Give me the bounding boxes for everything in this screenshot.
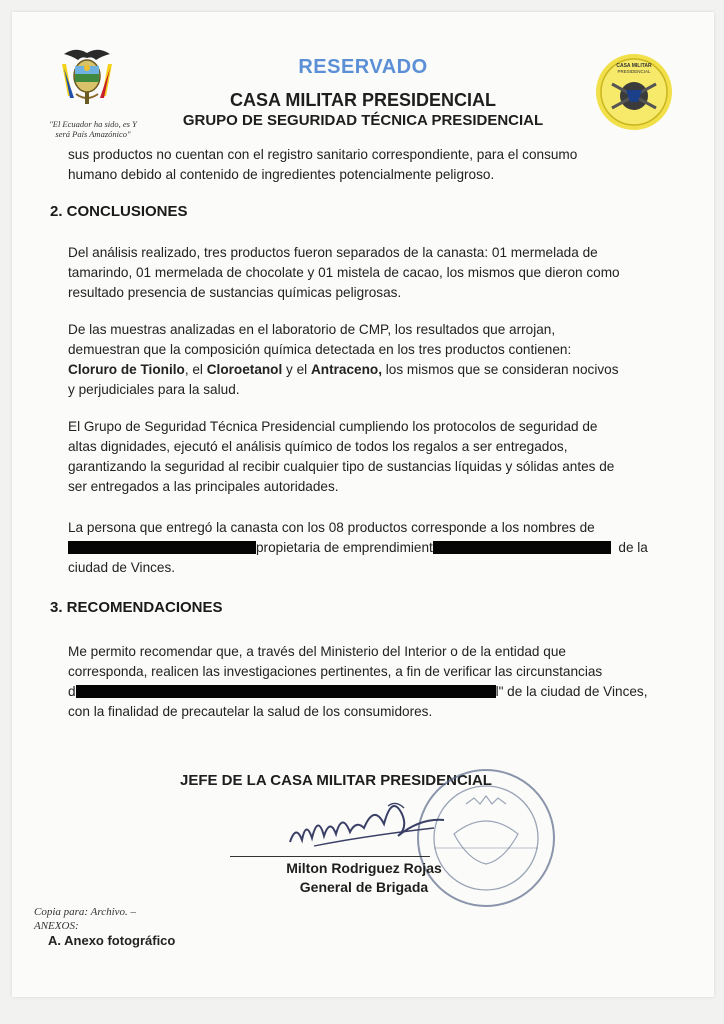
text-line: tamarindo, 01 mermelada de chocolate y 01 mistela de cacao, los mismos que dieron como: [68, 265, 620, 280]
conclusiones-paragraph-3: [68, 417, 674, 497]
text-line: resultado presencia de sustancias químicas peligrosas.: [68, 285, 402, 300]
text-line: y perjudiciales para la salud.: [68, 382, 240, 397]
section-heading-recomendaciones: 3. RECOMENDACIONES: [50, 599, 223, 616]
motto-line-2: será País Amazónico": [55, 129, 131, 139]
text-line: garantizando la seguridad al recibir cualquier tipo de sustancias líquidas y sólidas antes de: [68, 459, 615, 474]
redaction-bar: [68, 541, 256, 554]
section-heading-conclusiones: 2. CONCLUSIONES: [50, 203, 188, 220]
copy-distribution: [34, 905, 136, 933]
text-line: humano debido al contenido de ingredientes potencialmente peligroso.: [68, 167, 495, 182]
text-line: ciudad de Vinces.: [68, 560, 176, 575]
annex-item: A. Anexo fotográfico: [48, 933, 176, 948]
text-line: Del análisis realizado, tres productos fueron separados de la canasta: 01 mermelada de: [68, 245, 598, 260]
text-line: Me permito recomendar que, a través del Ministerio del Interior o de la entidad que: [68, 644, 566, 659]
institution-subtitle: GRUPO DE SEGURIDAD TÉCNICA PRESIDENCIAL: [182, 112, 544, 129]
text-span: d: [68, 684, 76, 699]
signatory-name: Milton Rodriguez Rojas: [286, 860, 442, 876]
motto-line-1: "El Ecuador ha sido, es Y: [49, 119, 137, 129]
classification-label: RESERVADO: [298, 56, 428, 78]
intro-paragraph: [68, 145, 674, 185]
document-page: [12, 12, 714, 997]
conclusiones-paragraph-2: [68, 320, 674, 400]
text-span: los mismos que se consideran nocivos: [382, 362, 619, 377]
signatory-rank: General de Brigada: [299, 879, 429, 895]
text-line: demuestran que la composición química detectada en los tres productos contienen:: [68, 342, 572, 357]
text-line: con la finalidad de precautelar la salud de los consumidores.: [68, 704, 433, 719]
signatory-role: JEFE DE LA CASA MILITAR PRESIDENCIAL: [180, 772, 492, 789]
text-span: de la: [618, 540, 648, 555]
redaction-bar: [433, 541, 611, 554]
svg-text:PRESIDENCIAL: PRESIDENCIAL: [617, 69, 651, 74]
text-line: ser entregados a las principales autoridades.: [68, 479, 339, 494]
text-line: sus productos no cuentan con el registro sanitario correspondiente, para el consumo: [68, 147, 578, 162]
institution-title: CASA MILITAR PRESIDENCIAL: [229, 90, 496, 110]
chemical-name: Antraceno,: [310, 362, 382, 377]
text-line: El Grupo de Seguridad Técnica Presidencial cumpliendo los protocolos de seguridad de: [68, 419, 598, 434]
text-line: [68, 682, 674, 702]
text-line: [68, 538, 674, 558]
anexos-label: ANEXOS:: [34, 920, 79, 932]
chemical-name: Cloroetanol: [206, 362, 283, 377]
signature-line: [230, 856, 430, 857]
handwritten-signature-icon: [284, 784, 454, 856]
copia-text: Copia para: Archivo. –: [34, 906, 137, 918]
text-span: y el: [282, 362, 311, 377]
conclusiones-paragraph-4: [68, 518, 674, 578]
text-span: propietaria de emprendimient: [256, 540, 433, 555]
recomendaciones-paragraph: [68, 642, 674, 722]
redaction-bar: [76, 685, 496, 698]
conclusiones-paragraph-1: [68, 243, 674, 303]
text-line: altas dignidades, ejecutó el análisis químico de todos los regalos a ser entregados,: [68, 439, 568, 454]
text-line: La persona que entregó la canasta con los 08 productos corresponde a los nombres de: [68, 520, 595, 535]
svg-text:CASA MILITAR: CASA MILITAR: [616, 63, 652, 69]
text-line: corresponda, realicen las investigaciones pertinentes, a fin de verificar las circunstancias: [68, 664, 603, 679]
text-line: [68, 360, 674, 380]
text-span: , el: [184, 362, 207, 377]
chemical-name: Cloruro de Tionilo: [68, 362, 185, 377]
text-span: l" de la ciudad de Vinces,: [495, 684, 648, 699]
text-line: De las muestras analizadas en el laboratorio de CMP, los resultados que arrojan,: [68, 322, 556, 337]
